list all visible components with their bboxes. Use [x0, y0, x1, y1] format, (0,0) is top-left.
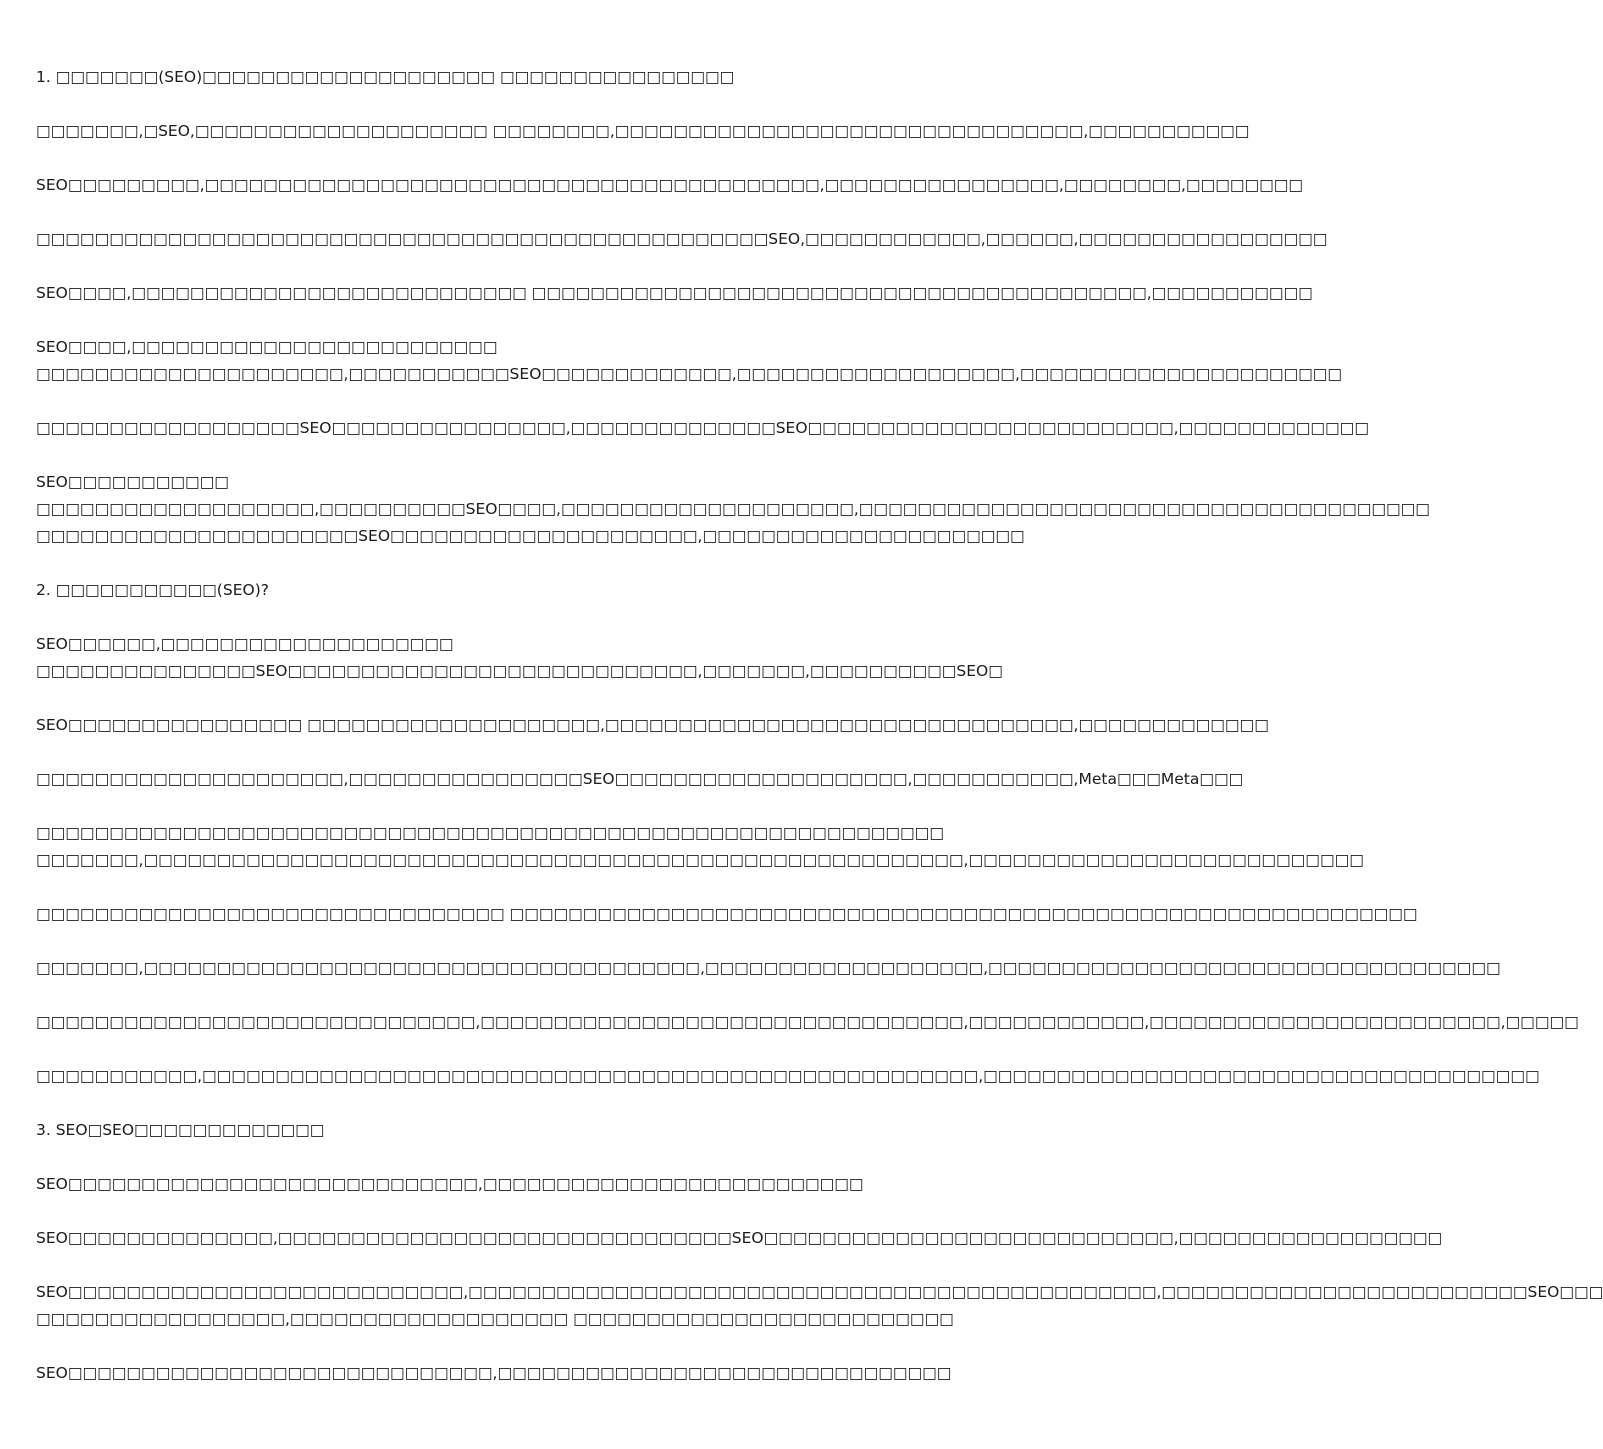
text-line: SEO□□□□□□□□□□□□□□,□□□□□□□□□□□□□□□□□□□□□□□□□□□□□□□SEO□□□□□□□□□□□□□□□□□□□□□□□□□□□□,□□□□□□□□□□□□□□□□□□ — [36, 1229, 1443, 1247]
text-line: SEO□□□□□□,□□□□□□□□□□□□□□□□□□□□ — [36, 635, 454, 653]
paragraph-spacer — [36, 1144, 990, 1171]
text-line: □□□□□□□□□□□□□□□□□□□□□,□□□□□□□□□□□□□□□□SEO□□□□□□□□□□□□□□□□□□□□,□□□□□□□□□□□,Meta□□□Meta□□□ — [36, 770, 1244, 788]
text-line: SEO□□□□□□□□□□□□□□□□□□□□□□□□□□□□□,□□□□□□□□□□□□□□□□□□□□□□□□□□□□□□□ — [36, 1364, 952, 1382]
text-line: □□□□□□□,□□□□□□□□□□□□□□□□□□□□□□□□□□□□□□□□□□□□□□□□□□□□□□□□□□□□□□□□,□□□□□□□□□□□□□□□□□□□□□□□□□□□ — [36, 851, 1364, 869]
text-line: 3. SEO□SEO□□□□□□□□□□□□□ — [36, 1121, 325, 1139]
paragraph-spacer — [36, 550, 990, 577]
paragraph-spacer — [36, 982, 990, 1009]
text-line: □□□□□□□,□SEO,□□□□□□□□□□□□□□□□□□□□ □□□□□□□□,□□□□□□□□□□□□□□□□□□□□□□□□□□□□□□□□,□□□□□□□□□□□ — [36, 122, 1250, 140]
text-line: □□□□□□□□□□□□□□□SEO□□□□□□□□□□□□□□□□□□□□□□□□□□□□,□□□□□□□,□□□□□□□□□□SEO□ — [36, 662, 1003, 680]
paragraph-spacer — [36, 874, 990, 901]
paragraph-spacer — [36, 91, 990, 118]
text-line: □□□□□□□□□□□□□□□□□□□□□□□□□□□□□□□□□□□□□□□□□□□□□□□□□□□□□□□□□□□□□□ — [36, 824, 944, 842]
text-line: □□□□□□□□□□□□□□□□□,□□□□□□□□□□□□□□□□□□□ □□□□□□□□□□□□□□□□□□□□□□□□□□ — [36, 1310, 954, 1328]
paragraph-spacer — [36, 685, 990, 712]
paragraph-spacer — [36, 739, 990, 766]
paragraph-spacer — [36, 388, 990, 415]
text-line: □□□□□□□□□□□□□□□□□□□□□□□□□□□□□□□□□□□□□□□□□□□□□□□□□□SEO,□□□□□□□□□□□□,□□□□□□,□□□□□□□□□□□□□□□□□ — [36, 230, 1328, 248]
text-line: □□□□□□□□□□□□□□□□□□□□□,□□□□□□□□□□□SEO□□□□□□□□□□□□□,□□□□□□□□□□□□□□□□□□□,□□□□□□□□□□□□□□□□□□□□□□ — [36, 365, 1343, 383]
paragraph-spacer — [36, 307, 990, 334]
text-line: 2. □□□□□□□□□□□(SEO)? — [36, 581, 269, 599]
text-line: □□□□□□□□□□□□□□□□□□□□□□SEO□□□□□□□□□□□□□□□□□□□□□,□□□□□□□□□□□□□□□□□□□□□□ — [36, 527, 1025, 545]
text-line: SEO□□□□□□□□□,□□□□□□□□□□□□□□□□□□□□□□□□□□□□□□□□□□□□□□□□□□,□□□□□□□□□□□□□□□□,□□□□□□□□,□□□□□□□□ — [36, 176, 1304, 194]
text-line: SEO□□□□□□□□□□□ — [36, 473, 229, 491]
paragraph-spacer — [36, 1333, 990, 1360]
text-line: □□□□□□□□□□□□□□□□□□SEO□□□□□□□□□□□□□□□□,□□□□□□□□□□□□□□SEO□□□□□□□□□□□□□□□□□□□□□□□□□,□□□□□□□□□□□□□ — [36, 419, 1369, 437]
paragraph-spacer — [36, 928, 990, 955]
text-line: □□□□□□□□□□□□□□□□□□□□□□□□□□□□□□,□□□□□□□□□□□□□□□□□□□□□□□□□□□□□□□□□,□□□□□□□□□□□□,□□□□□□□□□□□□□□□□□□□□□□□□,□□□□□ — [36, 1013, 1579, 1031]
text-line: SEO□□□□,□□□□□□□□□□□□□□□□□□□□□□□□□□□ □□□□□□□□□□□□□□□□□□□□□□□□□□□□□□□□□□□□□□□□□□,□□□□□□□□□□□ — [36, 284, 1313, 302]
document-body — [36, 64, 1603, 1387]
text-line: □□□□□□□□□□□□□□□□□□□,□□□□□□□□□□SEO□□□□,□□□□□□□□□□□□□□□□□□□□,□□□□□□□□□□□□□□□□□□□□□□□□□□□□□□□□□□□□□□□ — [36, 500, 1430, 518]
paragraph-spacer — [36, 793, 990, 820]
text-line: SEO□□□□,□□□□□□□□□□□□□□□□□□□□□□□□□ — [36, 338, 498, 356]
paragraph-spacer — [36, 442, 990, 469]
paragraph-spacer — [36, 1198, 990, 1225]
text-line: SEO□□□□□□□□□□□□□□□□□□□□□□□□□□□,□□□□□□□□□□□□□□□□□□□□□□□□□□□□□□□□□□□□□□□□□□□□□□□,□□□□□□□□□□□□□□□□□□□□□□□□□SEO□□□ — [36, 1283, 1603, 1301]
text-line: 1. □□□□□□□(SEO)□□□□□□□□□□□□□□□□□□□□ □□□□□□□□□□□□□□□□ — [36, 68, 735, 86]
text-line: □□□□□□□□□□□,□□□□□□□□□□□□□□□□□□□□□□□□□□□□□□□□□□□□□□□□□□□□□□□□□□□□□,□□□□□□□□□□□□□□□□□□□□□□□□□□□□□□□□□□□□□□ — [36, 1067, 1540, 1085]
text-line: SEO□□□□□□□□□□□□□□□□ □□□□□□□□□□□□□□□□□□□□,□□□□□□□□□□□□□□□□□□□□□□□□□□□□□□□□,□□□□□□□□□□□□□ — [36, 716, 1269, 734]
paragraph-spacer — [36, 253, 990, 280]
paragraph-spacer — [36, 199, 990, 226]
text-line: SEO□□□□□□□□□□□□□□□□□□□□□□□□□□□□,□□□□□□□□□□□□□□□□□□□□□□□□□□ — [36, 1175, 864, 1193]
text-line: □□□□□□□,□□□□□□□□□□□□□□□□□□□□□□□□□□□□□□□□□□□□□□,□□□□□□□□□□□□□□□□□□□,□□□□□□□□□□□□□□□□□□□□□□□□□□□□□□□□□□□ — [36, 959, 1501, 977]
paragraph-spacer — [36, 1036, 990, 1063]
paragraph-spacer — [36, 604, 990, 631]
paragraph-spacer — [36, 145, 990, 172]
text-line: □□□□□□□□□□□□□□□□□□□□□□□□□□□□□□□□ □□□□□□□□□□□□□□□□□□□□□□□□□□□□□□□□□□□□□□□□□□□□□□□□□□□□□□□□□□□□□□ — [36, 905, 1418, 923]
paragraph-spacer — [36, 1090, 990, 1117]
paragraph-spacer — [36, 1252, 990, 1279]
